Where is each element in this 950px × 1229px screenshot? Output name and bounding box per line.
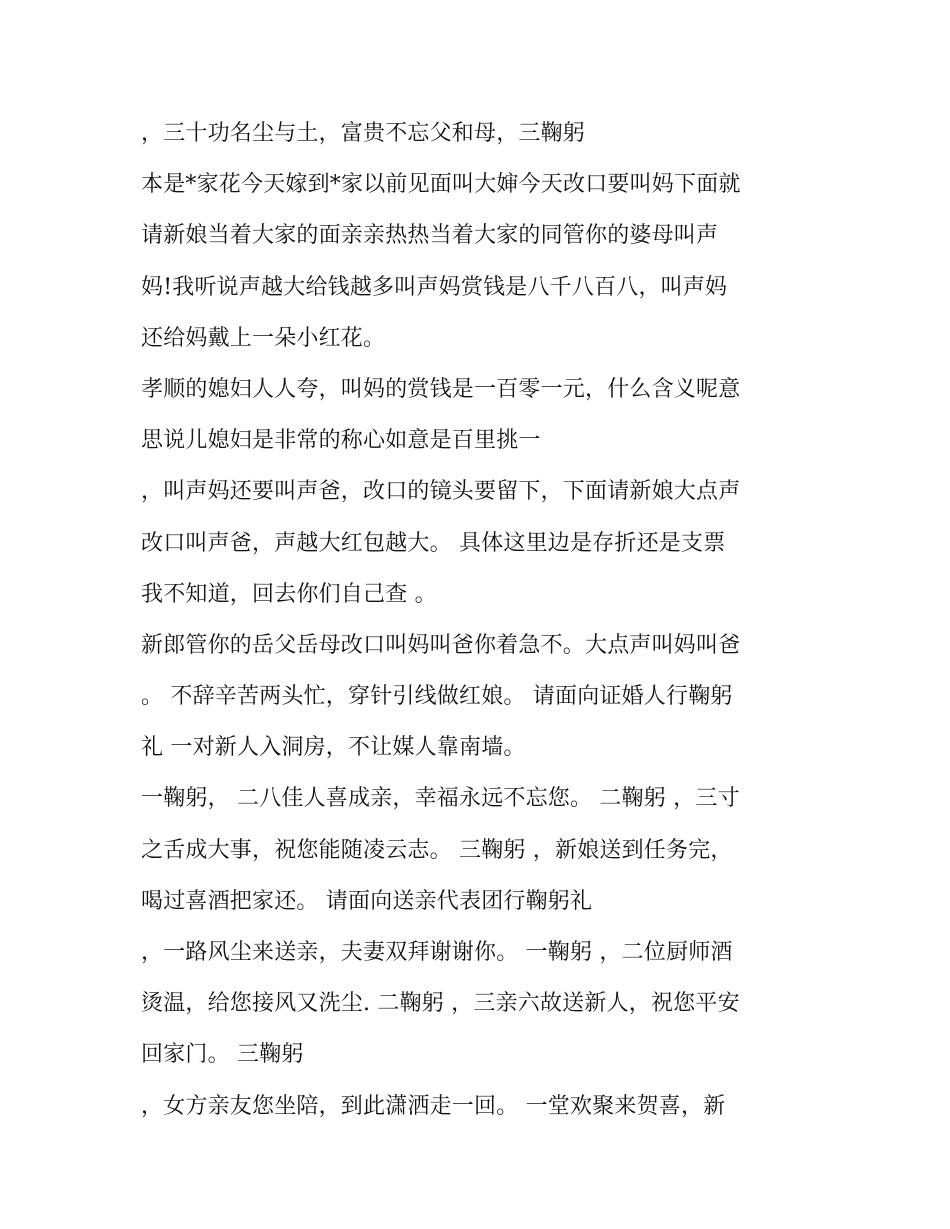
text-line: 之舌成大事，祝您能随凌云志。 三鞠躬 ，新娘送到任务完，	[141, 837, 733, 863]
text-line: ，三十功名尘与土，富贵不忘父和母，三鞠躬	[141, 121, 586, 146]
text-line: 新郎管你的岳父岳母改口叫妈叫爸你着急不。大点声叫妈叫爸	[141, 632, 741, 658]
text-line: 请新娘当着大家的面亲亲热热当着大家的同管你的婆母叫声	[141, 223, 719, 249]
text-line: 我不知道，回去你们自己查 。	[141, 581, 437, 607]
text-line: 改口叫声爸，声越大红包越大。 具体这里边是存折还是支票	[141, 530, 726, 556]
text-line: 孝顺的媳妇人人夸，叫妈的赏钱是一百零一元，什么含义呢意	[141, 376, 741, 402]
text-line: 思说儿媳妇是非常的称心如意是百里挑一	[141, 428, 541, 454]
document-body	[141, 108, 821, 1132]
text-line: 。 不辞辛苦两头忙，穿针引线做红娘。 请面向证婚人行鞠躬	[141, 684, 733, 710]
text-line: ，女方亲友您坐陪，到此潇洒走一回。 一堂欢聚来贺喜，新	[141, 1093, 726, 1119]
text-line: 本是*家花今天嫁到*家以前见面叫大婶今天改口要叫妈下面就	[141, 172, 741, 198]
text-line: ，一路风尘来送亲，夫妻双拜谢谢你。 一鞠躬 ，二位厨师酒	[141, 940, 733, 965]
text-line: 还给妈戴上一朵小红花。	[141, 325, 386, 351]
text-line: ，叫声妈还要叫声爸，改口的镜头要留下，下面请新娘大点声	[141, 479, 741, 505]
text-line: 烫温，给您接风又洗尘. 二鞠躬 ，三亲六故送新人，祝您平安	[141, 991, 740, 1017]
text-line: 妈!我听说声越大给钱越多叫声妈赏钱是八千八百八，叫声妈	[141, 274, 728, 300]
text-line: 礼 一对新人入洞房，不让媒人靠南墙。	[141, 735, 526, 761]
text-line: 回家门。 三鞠躬	[141, 1042, 304, 1068]
text-line: 一鞠躬， 二八佳人喜成亲，幸福永远不忘您。 二鞠躬 ，三寸	[141, 786, 740, 812]
text-line: 喝过喜酒把家还。 请面向送亲代表团行鞠躬礼	[141, 888, 593, 914]
